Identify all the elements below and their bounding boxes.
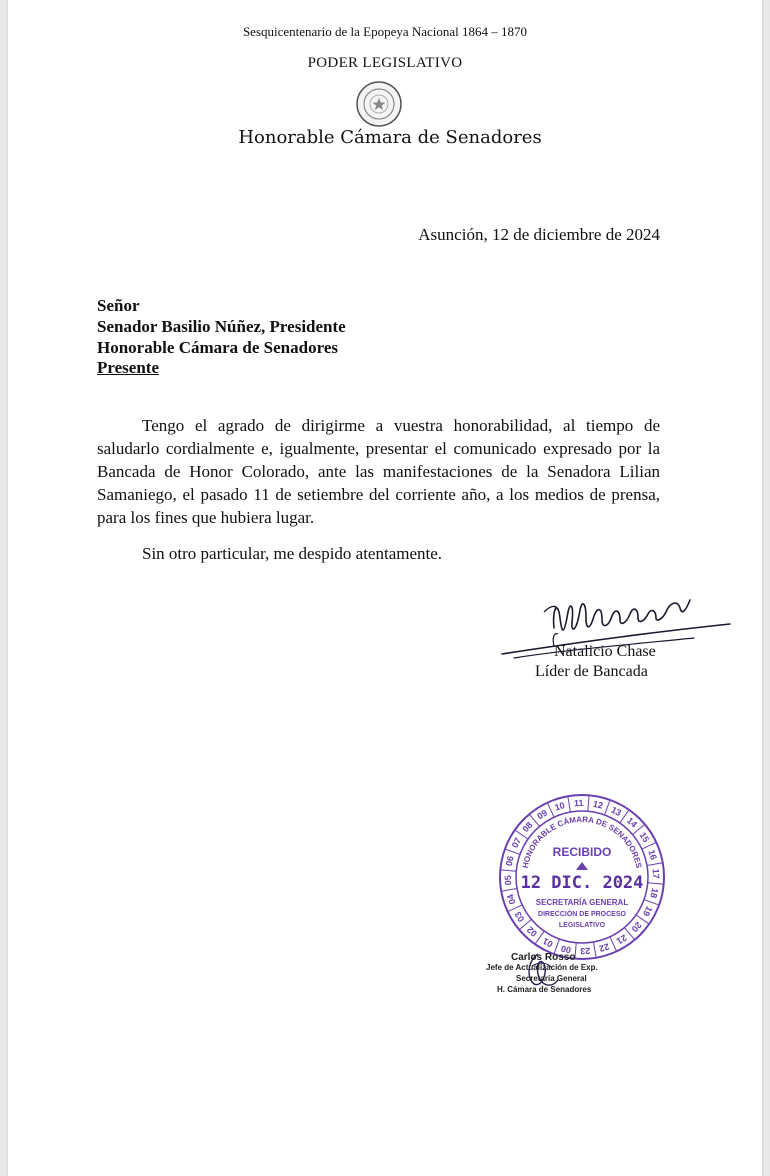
- camara-header: Honorable Cámara de Senadores: [238, 127, 542, 148]
- svg-text:12 DIC. 2024: 12 DIC. 2024: [520, 873, 644, 893]
- stamp-ring-number: 03: [512, 909, 527, 924]
- poder-legislativo-header: PODER LEGISLATIVO: [307, 55, 463, 71]
- stamp-ring-number: 19: [640, 904, 655, 918]
- recibido-stamp-icon: [492, 792, 672, 962]
- signer-role: Líder de Bancada: [535, 663, 648, 680]
- stamp-ring-number: 04: [505, 892, 518, 906]
- stamp-ring-number: 07: [509, 836, 524, 850]
- stamp-signatory-name: Carlos Rosso: [511, 952, 576, 963]
- handwritten-signature-icon: [494, 588, 734, 668]
- stamp-ring-divider: [647, 863, 663, 866]
- stamp-ring-number: 02: [524, 924, 540, 939]
- stamp-ring-number: 09: [535, 807, 550, 822]
- stamp-ring-number: 06: [503, 855, 516, 867]
- recipient-presente: Presente: [97, 358, 159, 377]
- stamp-ring-number: 12: [592, 798, 604, 811]
- stamp-ring-divider: [588, 795, 589, 811]
- svg-text:SECRETARÍA GENERAL: SECRETARÍA GENERAL: [535, 898, 629, 907]
- stamp-ring-number: 22: [597, 941, 611, 954]
- stamp-ring-number: 16: [646, 848, 659, 862]
- stamp-ring-number: 08: [520, 819, 535, 835]
- svg-text:DIRECCIÓN DE PROCESO: DIRECCIÓN DE PROCESO: [538, 911, 626, 918]
- stamp-ring-number: 23: [580, 945, 591, 957]
- recipient-name: Senador Basilio Núñez, Presidente: [97, 317, 346, 336]
- national-seal-icon: [355, 80, 403, 128]
- stamp-ring-divider: [648, 883, 664, 884]
- stamp-ring-number: 00: [560, 943, 572, 956]
- stamp-ring-number: 01: [541, 935, 555, 950]
- svg-text:RECIBIDO: RECIBIDO: [552, 845, 612, 859]
- recipient-institution: Honorable Cámara de Senadores: [97, 338, 338, 357]
- letter-date: Asunción, 12 de diciembre de 2024: [418, 225, 660, 244]
- stamp-ring-number: 10: [553, 800, 567, 813]
- stamp-ring-number: 11: [573, 797, 584, 809]
- stamp-ring-number: 05: [502, 875, 514, 886]
- stamp-signatory-role: Jefe de Actualización de Exp.: [486, 963, 598, 972]
- stamp-signatory-dept: Secretaría General: [516, 974, 587, 983]
- stamp-ring-divider: [500, 870, 516, 871]
- stamp-ring-divider: [501, 888, 517, 891]
- stamp-signatory-org: H. Cámara de Senadores: [497, 985, 592, 994]
- letter-page: [8, 0, 762, 1176]
- stamp-ring-number: 18: [648, 887, 661, 899]
- sesquicentenario-header: Sesquicentenario de la Epopeya Nacional 1864 – 1870: [242, 24, 528, 39]
- stamp-ring-divider: [568, 796, 571, 812]
- stamp-ring-number: 14: [624, 815, 640, 830]
- body-paragraph: Tengo el agrado de dirigirme a vuestra honorabilidad, al tiempo de saludarlo cordialmente e, igualmente, presentar el comunicado expresado por la Bancada de Honor Colorado, ante las manifestaciones de la Senadora Lilian Samaniego, el pasado 11 de setiembre del corriente año, a los medios de prensa, para los fines que hubiera lugar.: [97, 416, 660, 527]
- stamp-ring-number: 13: [609, 804, 623, 819]
- signer-name: Natalicio Chase: [554, 643, 656, 660]
- recipient-salutation: Señor: [97, 296, 140, 315]
- stamp-ring-number: 21: [614, 932, 629, 947]
- svg-text:LEGISLATIVO: LEGISLATIVO: [558, 922, 606, 929]
- stamp-ring-number: 15: [637, 830, 652, 845]
- closing-line: Sin otro particular, me despido atentamente.: [142, 544, 443, 563]
- stamp-ring-number: 20: [629, 919, 644, 935]
- svg-text:HONORABLE CÁMARA DE SENADORES: HONORABLE CÁMARA DE SENADORES: [520, 814, 644, 869]
- stamp-ring-number: 17: [650, 868, 662, 879]
